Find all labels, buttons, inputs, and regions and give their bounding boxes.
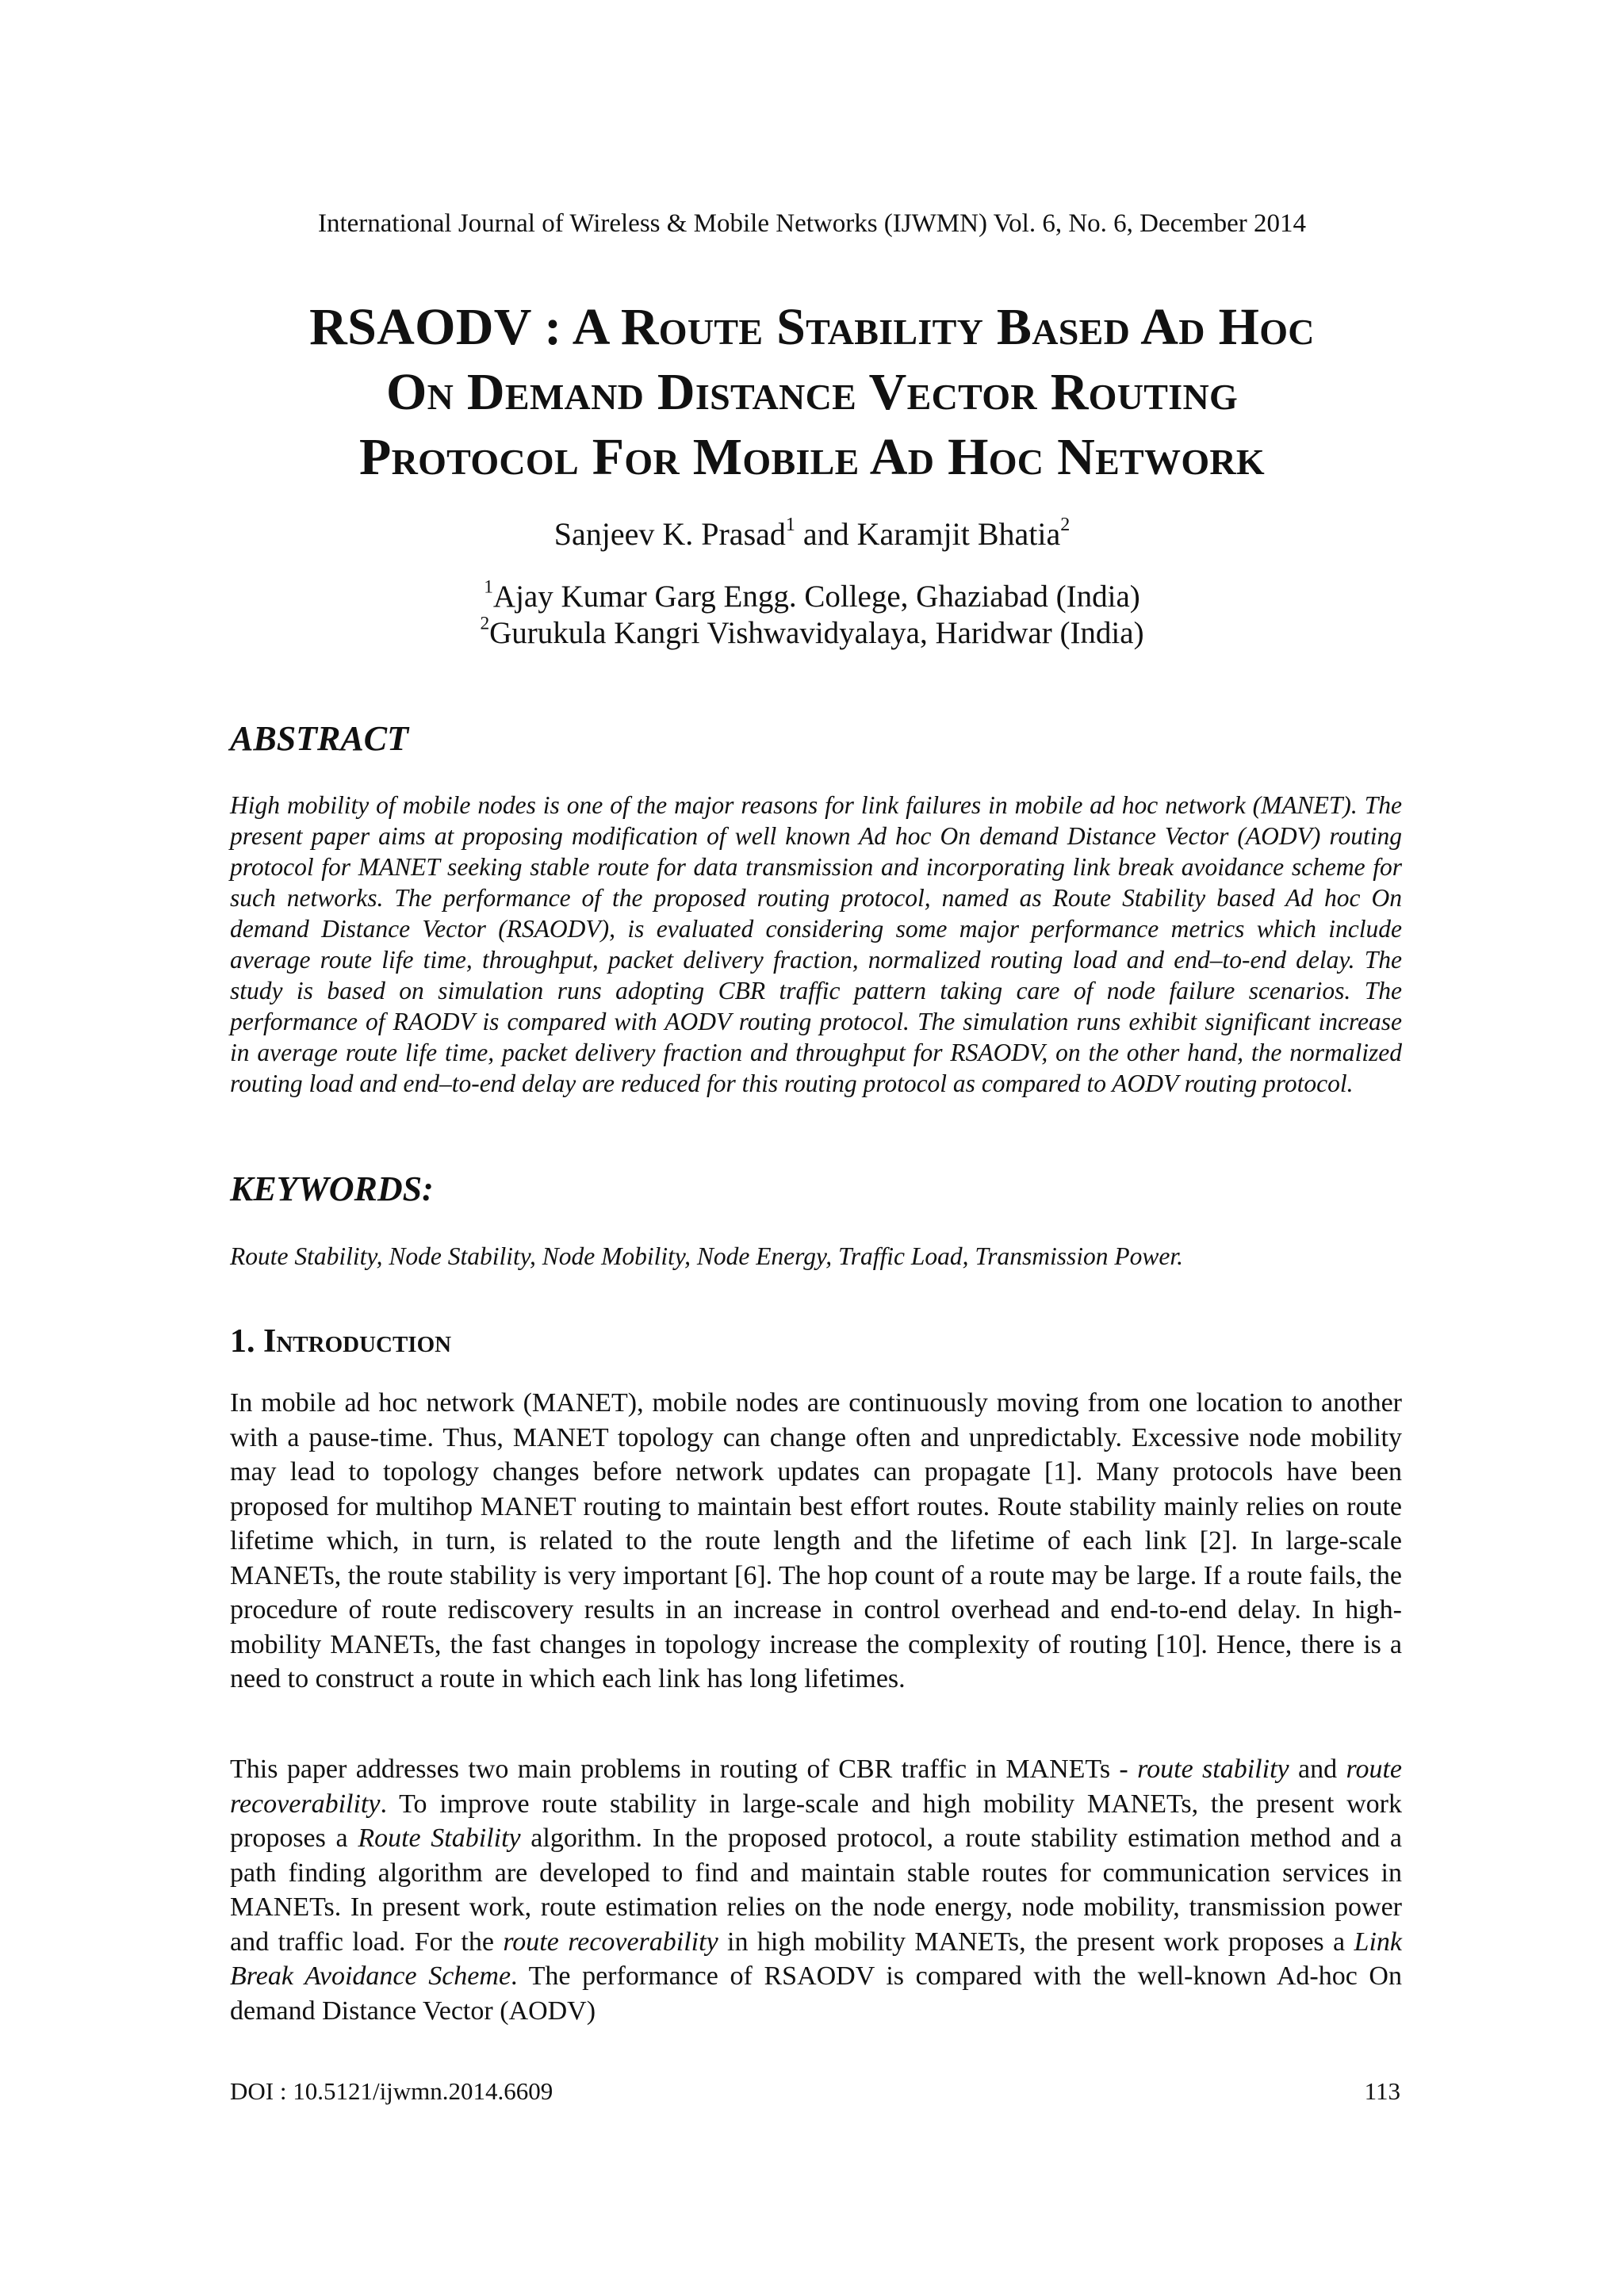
para2-text-a: This paper addresses two main problems in routing of CBR traffic in MANETs - — [230, 1755, 1138, 1784]
affiliations — [0, 576, 1624, 652]
keywords-heading: KEYWORDS: — [230, 1169, 434, 1208]
abstract-heading: ABSTRACT — [230, 719, 408, 758]
footer-doi: DOI : 10.5121/ijwmn.2014.6609 — [230, 2077, 553, 2105]
introduction-paragraph-1: In mobile ad hoc network (MANET), mobile nodes are continuously moving from one location to another with a pause-time. Thus, MANET topology can change often and unpredictably. Excessive node mobility may lead to topology changes before network updates can propagate [1]. Many protocols have been proposed for multihop MANET routing to maintain best effort routes. Route stability mainly relies on route lifetime which, in turn, is related to the route length and the lifetime of each link [2]. In large-scale MANETs, the route stability is very important [6]. The hop count of a route may be large. If a route fails, the procedure of route rediscovery results in an increase in control overhead and end-to-end delay. In high-mobility MANETs, the fast changes in topology increase the complexity of routing [10]. Hence, there is a need to construct a route in which each link has long lifetimes. — [230, 1388, 1402, 1693]
affiliation-2 — [0, 615, 1624, 652]
introduction-heading: 1. Introduction — [230, 1323, 452, 1360]
title-line-2: On Demand Distance Vector Routing — [385, 363, 1239, 421]
para2-text-c: . To improve route stability in large-scale and high mobility MANETs, the present work proposes a — [230, 1789, 1402, 1853]
author-1-name: Sanjeev K. Prasad — [553, 516, 786, 552]
title-line-1: RSAODV : A Route Stability Based Ad Hoc — [309, 298, 1315, 356]
abstract-text: High mobility of mobile nodes is one of the major reasons for link failures in mobile ad hoc network (MANET). The present paper aims at proposing modification of well known Ad hoc On demand Distance Vector (AODV) routing protocol for MANET seeking stable route for data transmission and incorporating link break avoidance scheme for such networks. The performance of the proposed routing protocol, named as Route Stability based Ad hoc On demand Distance Vector (RSAODV), is evaluated considering some major performance metrics which include average route life time, throughput, packet delivery fraction, normalized routing load and end–to-end delay. The study is based on simulation runs adopting CBR traffic pattern taking care of node failure scenarios. The performance of RAODV is compared with AODV routing protocol. The simulation runs exhibit significant increase in average route life time, packet delivery fraction and throughput for RSAODV, on the other hand, the normalized routing load and end–to-end delay are reduced for this routing protocol as compared to AODV routing protocol. — [230, 791, 1402, 1097]
affiliation-1-name: Ajay Kumar Garg Engg. College, Ghaziabad (India) — [492, 580, 1140, 614]
affiliation-2-name: Gurukula Kangri Vishwavidyalaya, Haridwar (India) — [489, 616, 1144, 650]
para2-emphasis-link-break-scheme: Link Break Avoidance Scheme — [230, 1927, 1402, 1991]
title-line-3: Protocol For Mobile Ad Hoc Network — [358, 428, 1266, 486]
affiliation-1 — [0, 576, 1624, 615]
para2-text-e: in high mobility MANETs, the present work proposes a — [718, 1927, 1354, 1957]
para2-emphasis-route-recoverability-2: route recoverability — [503, 1927, 718, 1957]
footer-page-number: 113 — [1364, 2077, 1400, 2105]
keywords-text: Route Stability, Node Stability, Node Mobility, Node Energy, Traffic Load, Transmission Power. — [230, 1242, 1183, 1270]
author-connector: and — [795, 516, 857, 552]
para2-text-b: and — [1289, 1755, 1346, 1784]
author-2-name: Karamjit Bhatia — [856, 516, 1061, 552]
author-2-affil-mark: 2 — [1060, 515, 1071, 535]
author-line — [0, 515, 1624, 553]
affiliation-1-mark: 1 — [484, 576, 493, 598]
paper-title — [159, 295, 1465, 490]
para2-emphasis-route-recoverability: route recoverability — [230, 1755, 1402, 1819]
para2-emphasis-route-stability-algo: Route Stability — [358, 1823, 521, 1853]
author-1-affil-mark: 1 — [785, 515, 795, 535]
para2-text-d: algorithm. In the proposed protocol, a route stability estimation method and a path finding algorithm are developed to find and maintain stable routes for communication services in MANETs. In present work, route estimation relies on the node energy, node mobility, transmission power and traffic load. For the — [230, 1823, 1402, 1957]
para2-text-f: . The performance of RSAODV is compared with the well-known Ad-hoc On demand Distance Vector (AODV) — [230, 1961, 1402, 2026]
affiliation-2-mark: 2 — [480, 613, 490, 634]
para2-emphasis-route-stability: route stability — [1137, 1755, 1289, 1784]
introduction-paragraph-2 — [230, 1752, 1402, 2028]
running-header: International Journal of Wireless & Mobile Networks (IJWMN) Vol. 6, No. 6, December 2014 — [317, 209, 1306, 238]
